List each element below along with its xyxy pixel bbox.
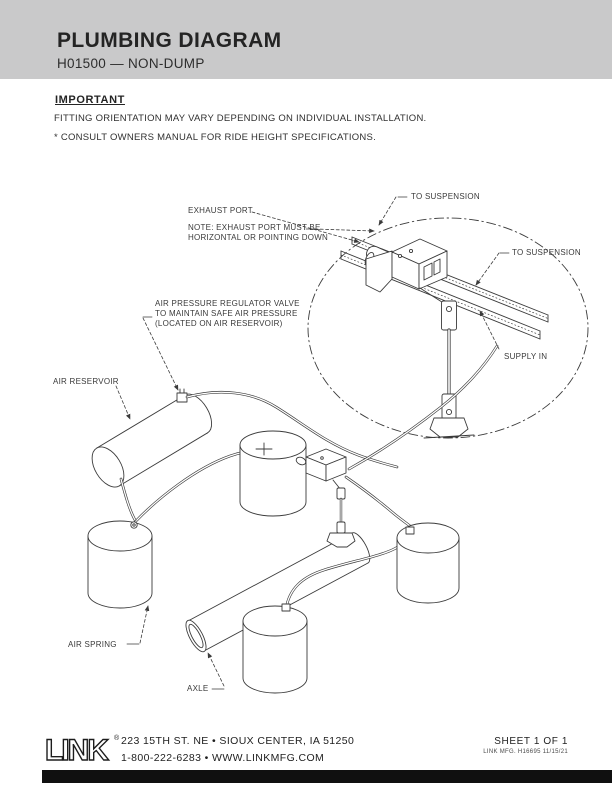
- page-subtitle: H01500 — NON-DUMP: [57, 56, 205, 71]
- air-reservoir-cylinder: [86, 389, 218, 493]
- pressure-regulator-fitting: [177, 389, 187, 402]
- footer-address-line2: 1-800-222-6283 • WWW.LINKMFG.COM: [121, 751, 325, 764]
- document-reference: LINK MFG. H16695 11/15/21: [483, 749, 568, 755]
- label-exhaust-note: [188, 223, 328, 243]
- important-heading: IMPORTANT: [55, 94, 125, 106]
- label-air-spring: AIR SPRING: [68, 640, 117, 649]
- trademark-symbol: ®: [114, 735, 120, 742]
- footer-bar: [42, 770, 612, 783]
- label-air-reservoir: AIR RESERVOIR: [53, 377, 119, 386]
- important-note-1: FITTING ORIENTATION MAY VARY DEPENDING ON INDIVIDUAL INSTALLATION.: [54, 113, 427, 124]
- air-spring-center: [240, 431, 306, 516]
- label-axle: AXLE: [187, 684, 209, 693]
- footer-address-line1: 223 15TH ST. NE • SIOUX CENTER, IA 51250: [121, 735, 355, 747]
- label-exhaust-note-line1: NOTE: EXHAUST PORT MUST BE: [188, 223, 321, 232]
- label-regulator-line1: AIR PRESSURE REGULATOR VALVE: [155, 299, 300, 308]
- footer-address: [121, 733, 354, 766]
- label-regulator-line3: (LOCATED ON AIR RESERVOIR): [155, 319, 283, 328]
- height-control-valve-detail: [363, 239, 474, 438]
- label-exhaust-port: EXHAUST PORT: [188, 206, 253, 215]
- label-to-suspension-top: TO SUSPENSION: [411, 192, 480, 201]
- sheet-number: SHEET 1 OF 1: [494, 736, 568, 747]
- link-logo-text: LINK: [45, 734, 107, 767]
- air-spring-left: [88, 521, 152, 608]
- label-regulator-valve: [155, 299, 300, 329]
- link-logo: [44, 730, 124, 768]
- label-to-suspension-right: TO SUSPENSION: [512, 248, 581, 257]
- air-spring-right: [397, 523, 459, 603]
- page-title: PLUMBING DIAGRAM: [57, 29, 282, 52]
- label-supply-in: SUPPLY IN: [504, 352, 548, 361]
- label-exhaust-note-line2: HORIZONTAL OR POINTING DOWN: [188, 233, 329, 242]
- important-note-2: * CONSULT OWNERS MANUAL FOR RIDE HEIGHT SPECIFICATIONS.: [54, 132, 377, 143]
- air-spring-front: [243, 604, 307, 693]
- label-regulator-line2: TO MAINTAIN SAFE AIR PRESSURE: [155, 309, 298, 318]
